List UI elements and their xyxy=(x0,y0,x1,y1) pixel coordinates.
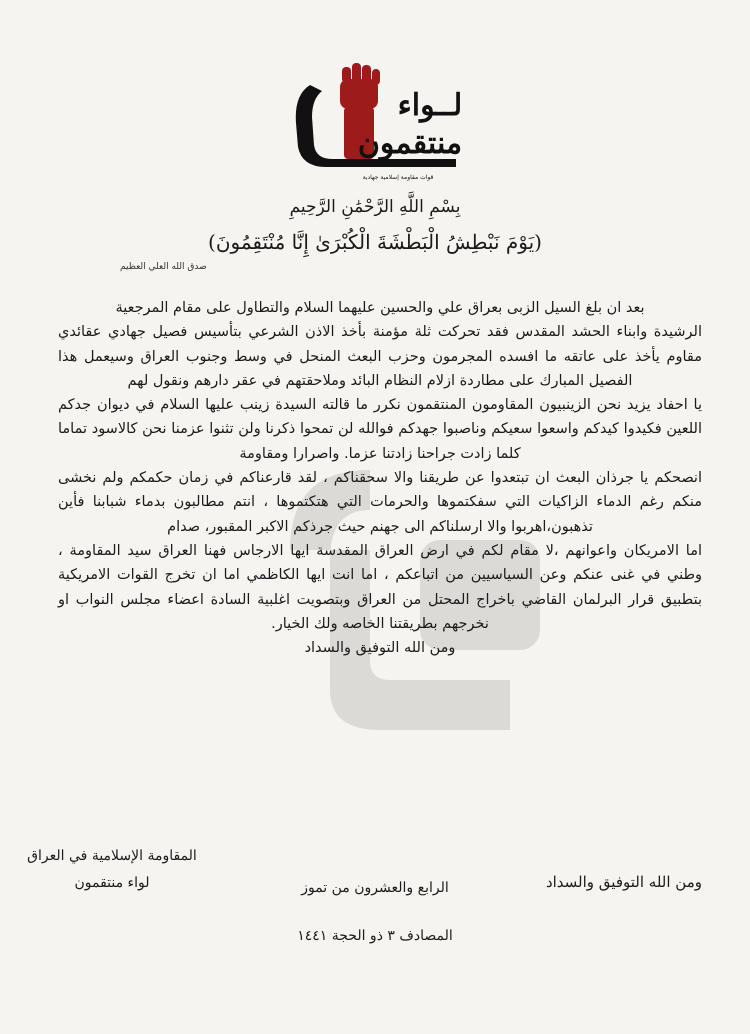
logo-word-bottom: منتقمون xyxy=(357,126,463,161)
logo-word-top: لــواء xyxy=(397,88,463,123)
letter-body xyxy=(58,296,702,660)
verse-attribution: صدق الله العلي العظيم xyxy=(120,262,207,272)
paragraph: يا احفاد يزيد نحن الزينبيون المقاومون المنتقمون نكرر ما قالته السيدة زينب عليها السلام في ديوان جدكم اللعين فكيدوا كيدكم واسعوا سعيكم وناصبوا جهدكم فوالله لن تمحوا ذكرنا ولن تثنوا عزمنا نحن كالاسود تماما كلما زادت جراحنا زادتنا عزما. واصرارا ومقاومة xyxy=(58,397,702,462)
paragraph: انصحكم يا جرذان البعث ان تبتعدوا عن طريقنا والا سحقناكم ، لقد قارعناكم في زمان حكمكم ولم نخشى منكم رغم الدماء الزاكيات التي سفكتموها والحرمات التي هتكتموها ، انتم مطالبون بدماء شبابنا فأين تذهبون،اهربوا والا ارسلناكم الى جهنم حيث جرذكم الاكبر المقبور، صدام xyxy=(58,470,702,535)
date-hijri: المصادف ٣ ذو الحجة ١٤٤١ xyxy=(297,928,453,944)
signature-org: المقاومة الإسلامية في العراق xyxy=(27,848,197,864)
date-gregorian: الرابع والعشرون من تموز xyxy=(301,880,449,896)
paragraph: الرشيدة وابناء الحشد المقدس فقد تحركت ثلة مؤمنة بأخذ الاذن الشرعي بتأسيس فصيل جهادي عقائدي مقاوم يأخذ على عاتقه ما افسده المجرمون وحزب البعث المنحل في وسط وجنوب العراق وسيعمل هذا الفصيل المبارك على مطاردة ازلام النظام البائد وملاحقتهم في عقر دارهم ونقول لهم xyxy=(58,324,702,389)
closing-phrase: ومن الله التوفيق والسداد xyxy=(545,873,702,891)
paragraph: بعد ان بلغ السيل الزبى بعراق علي والحسين عليهما السلام والتطاول على مقام المرجعية xyxy=(115,300,645,316)
paragraph: اما الامريكان واعوانهم ،لا مقام لكم في ارض العراق المقدسة ايها الارجاس فهنا العراق سيد المقاومة ، وطني في غنى عنكم وعن السياسيين من اتباعكم ، اما انت ايها الكاظمي اما ان تخرج القوات الامريكية بتطبيق قرار البرلمان القاضي باخراج المحتل من العراق وبتصويت اغلبية السادة اعضاء مجلس النواب او نخرجهم بطريقتنا الخاصه ولك الخيار. xyxy=(58,542,702,632)
paragraph: ومن الله التوفيق والسداد xyxy=(304,640,456,657)
signature-name: لواء منتقمون xyxy=(74,875,150,891)
logo-tagline: قوات مقاومة إسلامية جهادية xyxy=(362,174,434,181)
quran-verse: (يَوْمَ نَبْطِشُ الْبَطْشَةَ الْكُبْرَىٰ إِنَّا مُنْتَقِمُونَ) xyxy=(208,230,542,254)
basmala: بِسْمِ اللَّهِ الرَّحْمَٰنِ الرَّحِيمِ xyxy=(289,197,461,217)
brigade-logo-icon xyxy=(280,55,470,185)
